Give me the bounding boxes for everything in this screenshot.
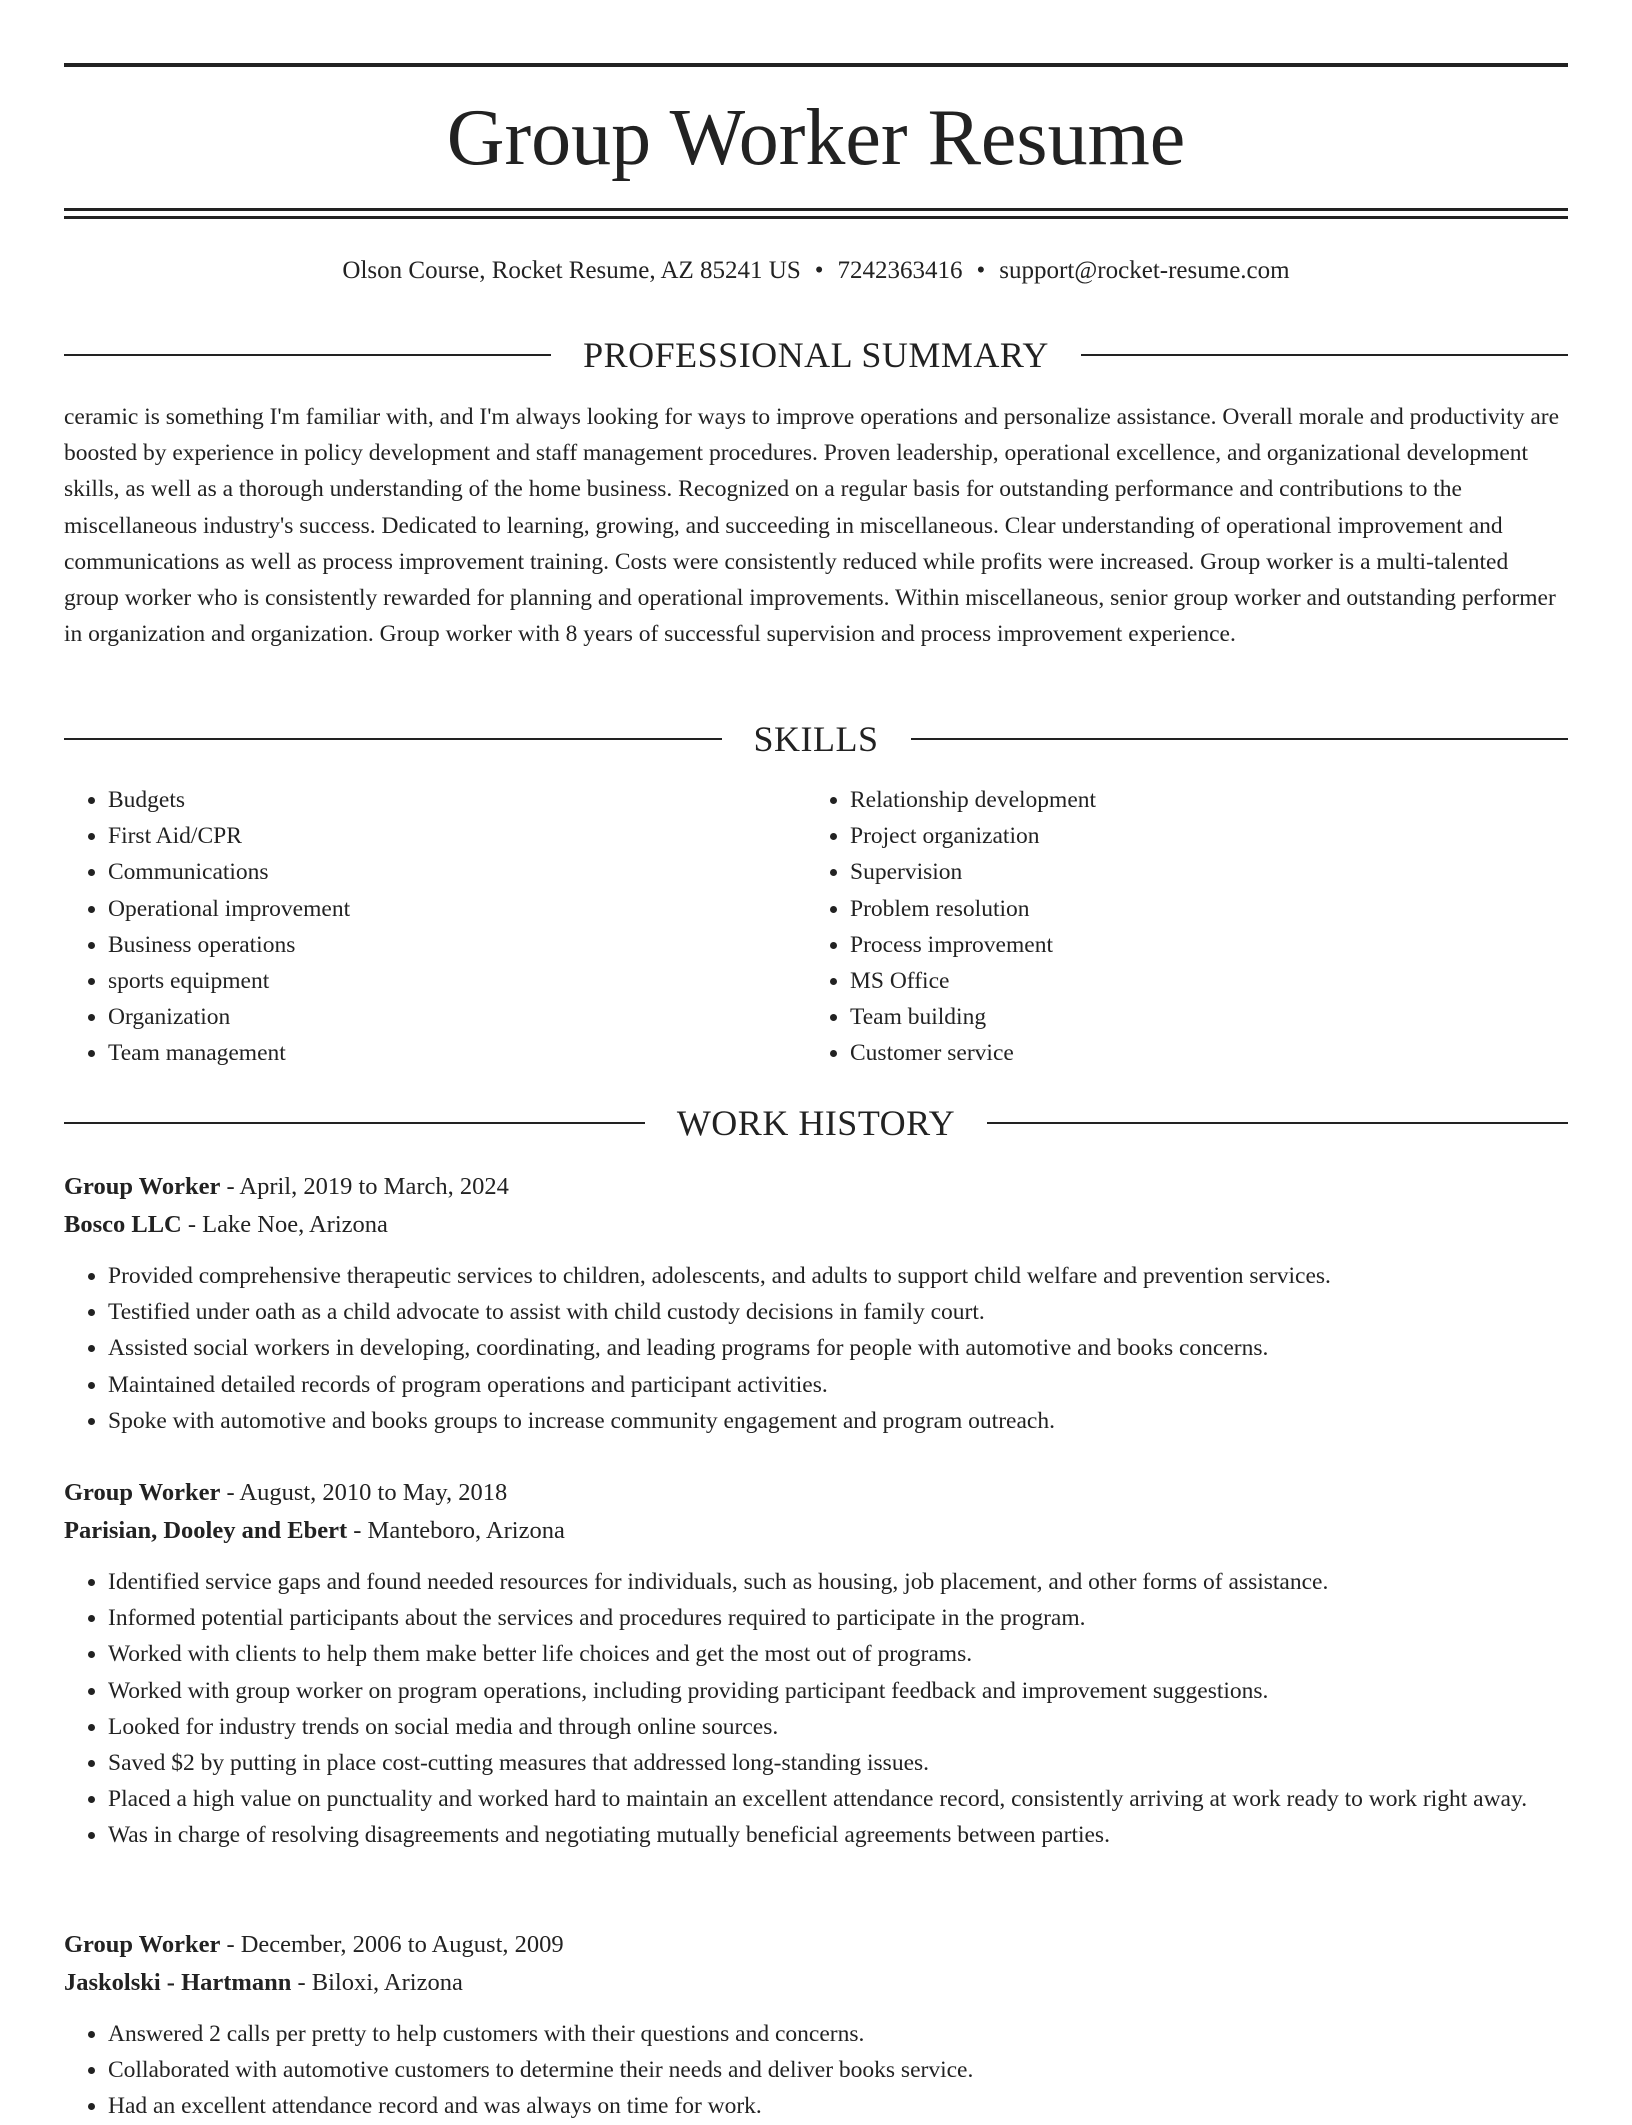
summary-section-heading <box>64 333 1568 377</box>
job-title: Group Worker <box>64 1479 221 1506</box>
job-duty: • Identified service gaps and found needed resources for individuals, such as housing, job placement, and other forms of assistance. <box>108 1564 1568 1600</box>
job-duty: • Worked with clients to help them make better life choices and get the most out of programs. <box>108 1636 1568 1672</box>
skill-item: • Organization <box>108 999 806 1035</box>
skill-item: • Relationship development <box>850 782 1548 818</box>
job-duty: • Provided comprehensive therapeutic services to children, adolescents, and adults to support child welfare and prevention services. <box>108 1258 1568 1294</box>
work-history-heading-label: WORK HISTORY <box>676 1103 956 1143</box>
skill-item: • sports equipment <box>108 963 806 999</box>
skill-item: • Communications <box>108 854 806 890</box>
job-company: Jaskolski - Hartmann <box>64 1969 292 1996</box>
contact-separator: • <box>814 257 824 284</box>
job-duty: • Spoke with automotive and books groups to increase community engagement and program outreach. <box>108 1403 1568 1439</box>
job-duties <box>64 1564 1568 1854</box>
job-company-line <box>64 1512 1568 1550</box>
skill-item: • MS Office <box>850 963 1548 999</box>
job-location: - Biloxi, Arizona <box>291 1969 463 1996</box>
skill-item: • Process improvement <box>850 927 1548 963</box>
contact-line <box>64 254 1568 288</box>
job-company-line <box>64 1206 1568 1244</box>
job-duty: • Assisted social workers in developing, coordinating, and leading programs for people with automotive and books concerns. <box>108 1330 1568 1366</box>
job-location: - Lake Noe, Arizona <box>181 1211 388 1238</box>
contact-separator: • <box>976 257 986 284</box>
skills-section-heading <box>64 717 1568 761</box>
skill-item: • Problem resolution <box>850 891 1548 927</box>
job-dates: - August, 2010 to May, 2018 <box>220 1479 508 1506</box>
job-location: - Manteboro, Arizona <box>347 1517 565 1544</box>
skill-item: • Customer service <box>850 1035 1548 1071</box>
skill-item: • Team management <box>108 1035 806 1071</box>
job-duty: • Maintained detailed records of program operations and participant activities. <box>108 1367 1568 1403</box>
job-dates: - December, 2006 to August, 2009 <box>220 1931 564 1958</box>
job-entry <box>64 1474 1568 1854</box>
resume-title: Group Worker Resume <box>446 94 1186 182</box>
job-entry <box>64 1168 1568 1439</box>
job-duty: • Looked for industry trends on social media and through online sources. <box>108 1709 1568 1745</box>
skill-item: • Project organization <box>850 818 1548 854</box>
job-title-line <box>64 1474 1568 1512</box>
skills-column-right <box>806 782 1548 1072</box>
job-company-line <box>64 1964 1568 2002</box>
job-title: Group Worker <box>64 1931 221 1958</box>
skill-item: • Business operations <box>108 927 806 963</box>
job-duty: • Saved $2 by putting in place cost-cutting measures that addressed long-standing issues. <box>108 1745 1568 1781</box>
contact-email: support@rocket-resume.com <box>999 257 1290 284</box>
job-company: Parisian, Dooley and Ebert <box>64 1517 348 1544</box>
skill-item: • First Aid/CPR <box>108 818 806 854</box>
job-duty: • Placed a high value on punctuality and worked hard to maintain an excellent attendance record, consistently arriving at work ready to work right away. <box>108 1781 1568 1817</box>
job-dates: - April, 2019 to March, 2024 <box>220 1173 509 1200</box>
heading-rule-right <box>987 1122 1568 1124</box>
skill-item: • Budgets <box>108 782 806 818</box>
job-duties <box>64 1258 1568 1439</box>
job-duty: • Was in charge of resolving disagreements and negotiating mutually beneficial agreements between parties. <box>108 1817 1568 1853</box>
title-rule-lower <box>64 216 1568 219</box>
professional-summary-text: ceramic is something I'm familiar with, and I'm always looking for ways to improve operations and personalize assistance. Overall morale and productivity are boosted by experience in policy development and staff management procedures. Proven leadership, operational excellence, and organizational development skills, as well as a thorough understanding of the home business. Recognized on a regular basis for outstanding performance and contributions to the miscellaneous industry's success. Dedicated to learning, growing, and succeeding in miscellaneous. Clear understanding of operational improvement and communications as well as process improvement training. Costs were consistently reduced while profits were increased. Group worker is a multi-talented group worker who is consistently rewarded for planning and operational improvements. Within miscellaneous, senior group worker and outstanding performer in organization and organization. Group worker with 8 years of successful supervision and process improvement experience. <box>64 404 1560 648</box>
heading-rule-right <box>911 738 1569 740</box>
job-duty: • Worked with group worker on program operations, including providing participant feedback and improvement suggestions. <box>108 1673 1568 1709</box>
skills-heading-label: SKILLS <box>753 719 879 759</box>
title-rule-upper <box>64 208 1568 211</box>
skill-item: • Operational improvement <box>108 891 806 927</box>
skills-list <box>64 782 1568 1072</box>
heading-rule-left <box>64 354 551 356</box>
job-entry <box>64 1926 1568 2125</box>
skills-column-left <box>64 782 806 1072</box>
job-duty: • Had an excellent attendance record and was always on time for work. <box>108 2088 1568 2124</box>
job-duty: • Collaborated with automotive customers to determine their needs and deliver books service. <box>108 2052 1568 2088</box>
heading-rule-left <box>64 1122 645 1124</box>
skill-item: • Team building <box>850 999 1548 1035</box>
job-duty: • Testified under oath as a child advocate to assist with child custody decisions in family court. <box>108 1294 1568 1330</box>
job-duty: • Answered 2 calls per pretty to help customers with their questions and concerns. <box>108 2016 1568 2052</box>
contact-phone: 7242363416 <box>837 257 963 284</box>
contact-address: Olson Course, Rocket Resume, AZ 85241 US <box>342 257 801 284</box>
job-title-line <box>64 1168 1568 1206</box>
job-title: Group Worker <box>64 1173 221 1200</box>
job-company: Bosco LLC <box>64 1211 182 1238</box>
work-history-section-heading <box>64 1101 1568 1145</box>
heading-rule-left <box>64 738 722 740</box>
job-title-line <box>64 1926 1568 1964</box>
job-duties <box>64 2016 1568 2125</box>
summary-heading-label: PROFESSIONAL SUMMARY <box>583 335 1049 375</box>
job-duty: • Informed potential participants about the services and procedures required to participate in the program. <box>108 1600 1568 1636</box>
heading-rule-right <box>1081 354 1568 356</box>
top-rule <box>64 63 1568 67</box>
skill-item: • Supervision <box>850 854 1548 890</box>
